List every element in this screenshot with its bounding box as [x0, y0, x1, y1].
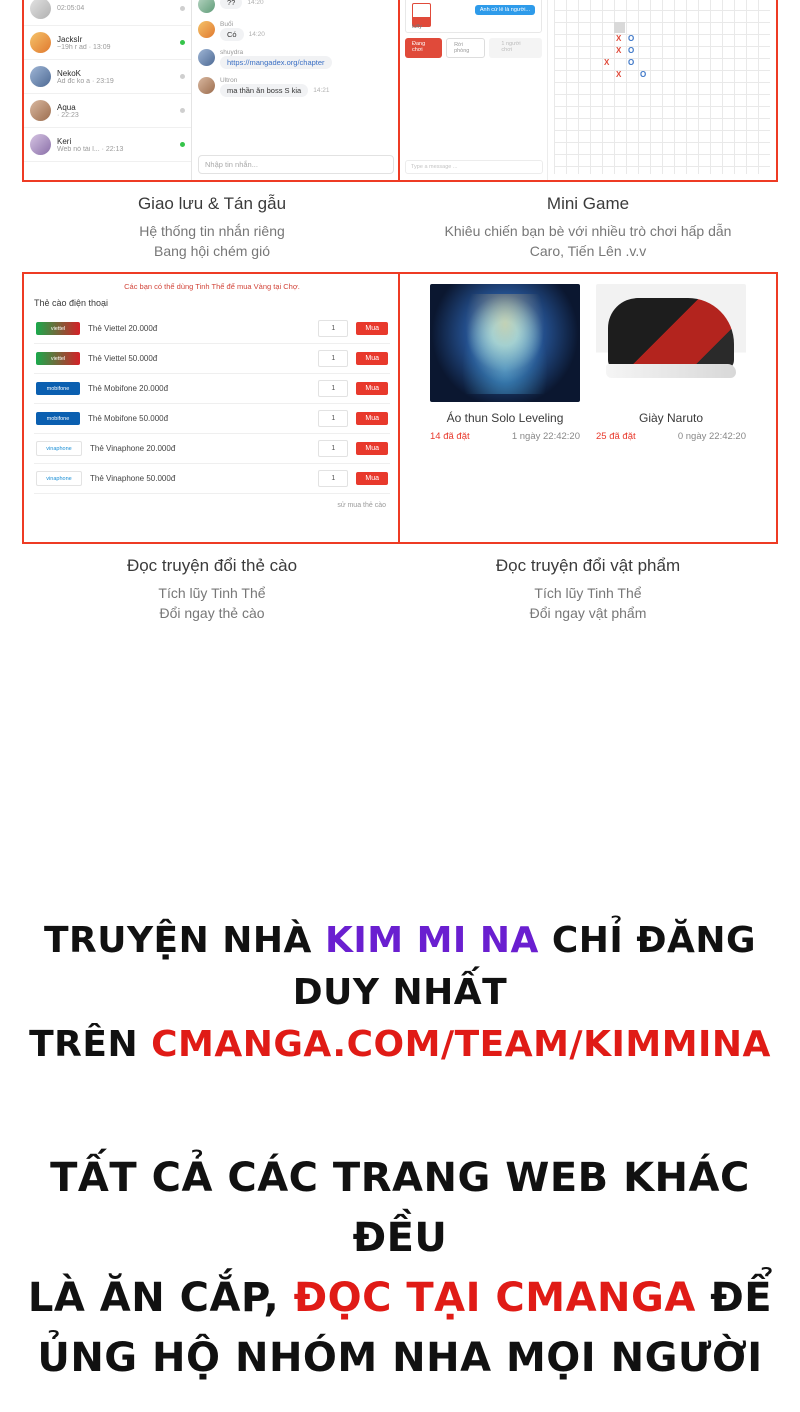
minigame-screenshot: [398, 0, 778, 182]
list-item[interactable]: [24, 0, 191, 26]
carrier-logo-viettel: viettel: [36, 322, 80, 335]
playing-button[interactable]: Đang chơi: [405, 38, 442, 58]
product-ordered-count: 14 đã đặt: [430, 431, 470, 442]
phonecard-screenshot: [22, 272, 402, 544]
feature-title: Mini Game: [546, 194, 630, 213]
warning-text-part-2: ĐỂ: [695, 1275, 773, 1321]
message-link[interactable]: https://mangadex.org/chapter: [220, 56, 332, 69]
credit-text-part-3: TRÊN: [29, 1024, 152, 1065]
message-author: Buổi: [220, 21, 234, 28]
feature-sub-1: Hệ thống tin nhắn riêng: [139, 223, 285, 239]
credit-banner-line-1: [0, 915, 800, 1019]
purchase-history-link[interactable]: sử mua thẻ cào: [337, 502, 386, 509]
chat-message: [192, 0, 400, 17]
table-row: [34, 434, 390, 464]
credit-banner-line-2: [0, 1019, 800, 1071]
player-card: [405, 0, 542, 33]
quantity-stepper[interactable]: 1: [318, 380, 348, 397]
buy-button[interactable]: Mua: [356, 382, 388, 395]
avatar: [30, 32, 51, 53]
message-author: shuydra: [220, 49, 244, 56]
board-cursor: [614, 22, 625, 33]
warning-text-part-1: LÀ ĂN CẮP,: [27, 1275, 294, 1321]
chat-snippet: Ad đc ko a · 23:19: [57, 77, 114, 85]
items-screenshot: [398, 272, 778, 544]
feature-minigame: [398, 0, 778, 261]
product-countdown: 1 ngày 22:42:20: [511, 431, 580, 442]
feature-title: Đọc truyện đổi thẻ cào: [126, 556, 298, 575]
game-buttons: [405, 38, 542, 58]
product-name: Áo thun Solo Leveling: [446, 411, 564, 425]
list-item[interactable]: [24, 94, 191, 128]
feature-title: Đọc truyện đổi vật phẩm: [495, 556, 681, 575]
status-dot-icon: [180, 108, 185, 113]
status-dot-icon: [180, 6, 185, 11]
chat-message-pane: [192, 0, 400, 180]
avatar: [198, 49, 215, 66]
board-mark-o: O: [640, 70, 647, 79]
card-name: Thẻ Vinaphone 50.000đ: [90, 474, 176, 483]
caption: [398, 194, 778, 261]
message-time: 14:20: [247, 0, 264, 6]
buy-button[interactable]: Mua: [356, 352, 388, 365]
carrier-logo-mobifone: mobifone: [36, 412, 80, 425]
one-player-button[interactable]: 1 người chơi: [489, 38, 542, 58]
chat-message: [192, 45, 400, 73]
feature-grid: [0, 0, 800, 640]
avatar: [30, 134, 51, 155]
message-time: 14:20: [248, 31, 265, 38]
chat-message: [192, 73, 400, 101]
status-dot-icon: [180, 74, 185, 79]
board-mark-o: O: [628, 34, 635, 43]
feature-sub-1: Khiêu chiến bạn bè với nhiều trò chơi hấp dẫn: [444, 223, 732, 239]
product-name: Giày Naruto: [638, 411, 704, 425]
table-row: [34, 374, 390, 404]
carrier-logo-vinaphone: vinaphone: [36, 441, 82, 456]
feature-chat: [22, 0, 402, 261]
game-chat-input[interactable]: Type a message ...: [405, 160, 543, 174]
carrier-logo-vinaphone: vinaphone: [36, 471, 82, 486]
chat-snippet: Web nó tải l... · 22:13: [57, 145, 124, 153]
chat-message: [192, 17, 400, 45]
site-url-highlight: CMANGA.COM/TEAM/KIMMINA: [151, 1024, 771, 1065]
product-ordered-count: 25 đã đặt: [596, 431, 636, 442]
chat-snippet: 02:05:04: [57, 5, 85, 12]
status-dot-icon: [180, 142, 185, 147]
table-row: [34, 344, 390, 374]
quantity-stepper[interactable]: 1: [318, 440, 348, 457]
carrier-logo-viettel: viettel: [36, 352, 80, 365]
chat-snippet: · 22:23: [57, 111, 79, 119]
buy-button[interactable]: Mua: [356, 442, 388, 455]
chat-input[interactable]: Nhập tin nhắn...: [198, 155, 394, 174]
leave-room-button[interactable]: Rời phòng: [446, 38, 485, 58]
chat-conversation-list[interactable]: [24, 0, 192, 180]
avatar: [30, 100, 51, 121]
quantity-stepper[interactable]: 1: [318, 470, 348, 487]
card-name: Thẻ Vinaphone 20.000đ: [90, 444, 176, 453]
status-dot-icon: [180, 40, 185, 45]
message-text: ??: [220, 0, 242, 9]
card-name: Thẻ Mobifone 50.000đ: [88, 414, 169, 423]
read-at-cmanga-highlight: ĐỌC TẠI CMANGA: [293, 1275, 696, 1321]
table-row: [34, 314, 390, 344]
product-card[interactable]: [430, 284, 580, 442]
product-card[interactable]: [596, 284, 746, 442]
message-text: Có: [220, 28, 244, 41]
quantity-stepper[interactable]: 1: [318, 410, 348, 427]
card-name: Thẻ Mobifone 20.000đ: [88, 384, 169, 393]
chat-name: Keri: [57, 136, 72, 146]
game-panel: [400, 0, 548, 180]
warning-line-1: TẤT CẢ CÁC TRANG WEB KHÁC ĐỀU: [50, 1155, 750, 1261]
board-mark-o: O: [628, 58, 635, 67]
warning-line-2: [0, 1268, 800, 1328]
feature-sub-2: Đổi ngay thẻ cào: [159, 605, 265, 621]
feature-title: Giao lưu & Tán gẫu: [137, 194, 287, 213]
carrier-logo-mobifone: mobifone: [36, 382, 80, 395]
product-image-tshirt: [430, 284, 580, 402]
feature-sub-2: Bang hội chém gió: [154, 243, 270, 259]
board-mark-x: X: [616, 46, 622, 55]
feature-sub-1: Tích lũy Tinh Thể: [158, 585, 266, 601]
product-image-shoes: [596, 284, 746, 402]
avatar: [30, 66, 51, 87]
feature-sub-2: Đổi ngay vật phẩm: [529, 605, 647, 621]
chat-name: NekoK: [57, 68, 82, 78]
player-badge: Anh cứ lẻ là người...: [475, 5, 535, 15]
team-name-highlight: KIM MI NA: [324, 920, 539, 961]
board-mark-x: X: [616, 34, 622, 43]
board-mark-x: X: [616, 70, 622, 79]
quantity-stepper[interactable]: 1: [318, 320, 348, 337]
credit-banner: [0, 915, 800, 1071]
caption: [22, 194, 402, 261]
credit-text-part-1: TRUYỆN NHÀ: [43, 920, 325, 961]
list-item[interactable]: [24, 60, 191, 94]
chat-name: Aqua: [57, 102, 76, 112]
table-row: [34, 464, 390, 494]
list-item[interactable]: [24, 26, 191, 60]
feature-phonecards: [22, 272, 402, 623]
warning-banner: [0, 1148, 800, 1388]
shop-note: Các bạn có thể dùng Tinh Thể để mua Vàng tại Chợ.: [124, 282, 300, 291]
feature-items: [398, 272, 778, 623]
avatar: [198, 0, 215, 13]
avatar: [198, 77, 215, 94]
message-text: ma thần ăn boss S kia: [220, 84, 308, 97]
feature-sub-2: Caro, Tiến Lên .v.v: [529, 243, 647, 259]
credit-text-part-2: CHỈ ĐĂNG DUY NHẤT: [292, 920, 757, 1013]
chat-name: JacksIr: [57, 34, 83, 44]
list-item[interactable]: [24, 128, 191, 162]
table-row: [34, 404, 390, 434]
product-countdown: 0 ngày 22:42:20: [677, 431, 746, 442]
message-author: Ultron: [220, 77, 238, 84]
shop-section-title: Thẻ cào điện thoại: [34, 298, 109, 308]
avatar: [198, 21, 215, 38]
card-name: Thẻ Viettel 20.000đ: [88, 324, 158, 333]
feature-sub-1: Tích lũy Tinh Thể: [534, 585, 642, 601]
buy-button[interactable]: Mua: [356, 472, 388, 485]
avatar: [30, 0, 51, 19]
quantity-stepper[interactable]: 1: [318, 350, 348, 367]
card-name: Thẻ Viettel 50.000đ: [88, 354, 158, 363]
caption: [398, 556, 778, 623]
player-name: luffy: [412, 24, 422, 30]
buy-button[interactable]: Mua: [356, 322, 388, 335]
buy-button[interactable]: Mua: [356, 412, 388, 425]
chat-screenshot: [22, 0, 402, 182]
board-mark-o: O: [628, 46, 635, 55]
warning-line-3: ỦNG HỘ NHÓM NHA MỌI NGƯỜI: [37, 1335, 763, 1381]
message-time: 14:21: [313, 87, 330, 94]
board-mark-x: X: [604, 58, 610, 67]
caption: [22, 556, 402, 623]
chat-snippet: ~19h r ad · 13:09: [57, 43, 111, 51]
caro-board[interactable]: [554, 0, 770, 174]
